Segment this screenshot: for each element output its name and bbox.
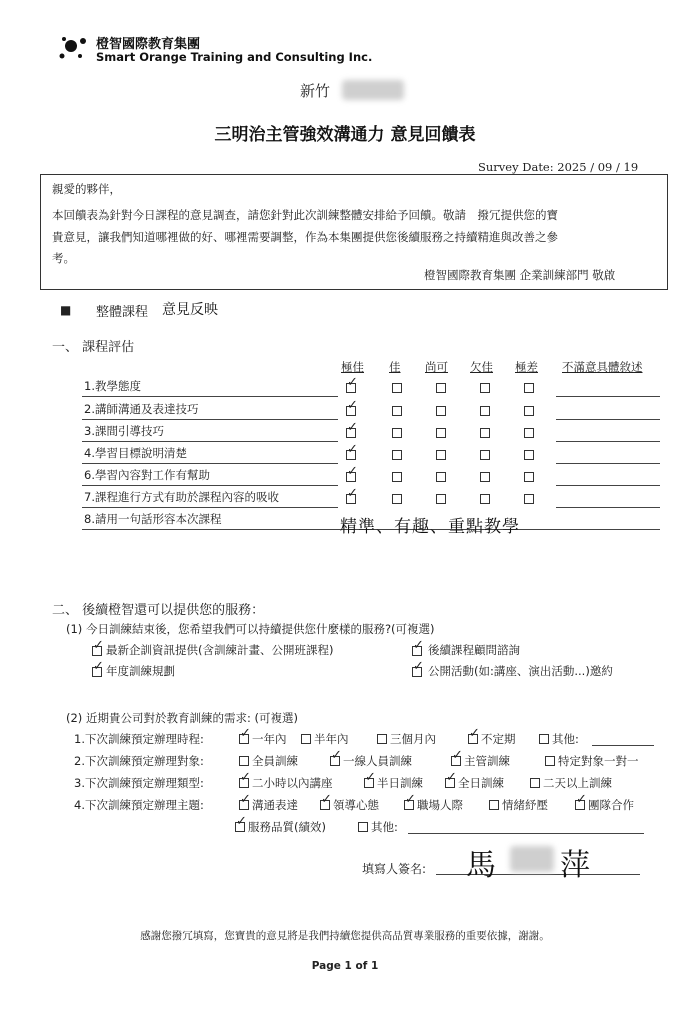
checkbox-icon[interactable] xyxy=(530,778,540,788)
checkbox-icon[interactable] xyxy=(301,734,311,744)
checkbox-icon[interactable] xyxy=(436,383,446,393)
checkbox-icon[interactable] xyxy=(524,406,534,416)
redacted-block xyxy=(342,80,404,100)
checkbox-icon[interactable] xyxy=(480,406,490,416)
check-icon: ✓ xyxy=(469,726,480,741)
q2-option: 主管訓練 xyxy=(464,754,510,768)
q2-option: 其他: xyxy=(371,820,398,834)
comment-line[interactable] xyxy=(556,396,660,397)
comment-line[interactable] xyxy=(556,419,660,420)
q2-option: 特定對象一對一 xyxy=(558,754,639,768)
check-icon: ✓ xyxy=(452,748,463,763)
checkbox-icon[interactable] xyxy=(480,383,490,393)
comment-line[interactable] xyxy=(556,463,660,464)
q2-option: 領導心態 xyxy=(333,798,379,812)
letter-signoff: 橙智國際教育集團 企業訓練部門 敬啟 xyxy=(424,268,616,282)
letter-line-3: 考。 xyxy=(52,251,75,265)
checkbox-icon[interactable] xyxy=(436,450,446,460)
services-heading: 二、 後續橙智還可以提供您的服務： xyxy=(52,603,265,618)
check-icon: ✓ xyxy=(347,398,358,413)
eval-row-label: 7.課程進行方式有助於課程內容的吸收 xyxy=(84,490,279,504)
checkbox-icon[interactable] xyxy=(524,450,534,460)
row-rule xyxy=(82,485,338,486)
q2-option: 不定期 xyxy=(481,732,516,746)
check-icon: ✓ xyxy=(413,638,424,653)
check-icon: ✓ xyxy=(240,726,251,741)
letter-line-1: 本回饋表為針對今日課程的意見調查，請您針對此次訓練整體安排給予回饋。敬請 撥冗提供您的寶 xyxy=(52,208,558,222)
check-icon: ✓ xyxy=(365,770,376,785)
checkbox-icon[interactable] xyxy=(239,756,249,766)
one-sentence-answer: 精準、有趣、重點教學 xyxy=(340,517,520,537)
checkbox-icon[interactable] xyxy=(436,428,446,438)
page-number: Page 1 of 1 xyxy=(311,960,379,972)
checkbox-icon[interactable] xyxy=(436,406,446,416)
col-excellent: 極佳 xyxy=(341,360,364,374)
company-name-cn: 橙智國際教育集團 xyxy=(96,37,201,52)
q2-option: 一線人員訓練 xyxy=(343,754,412,768)
row-rule xyxy=(82,463,338,464)
check-icon: ✓ xyxy=(240,770,251,785)
row-rule xyxy=(82,441,338,442)
comment-line[interactable] xyxy=(556,485,660,486)
q2-option: 其他: xyxy=(552,732,579,746)
survey-date: Survey Date: 2025 / 09 / 19 xyxy=(478,160,639,174)
q2-option: 全員訓練 xyxy=(252,754,298,768)
signature-label: 填寫人簽名: xyxy=(362,862,427,876)
q2-question: (2) 近期貴公司對於教育訓練的需求: (可複選) xyxy=(66,711,298,725)
check-icon: ✓ xyxy=(331,748,342,763)
eval-row-label: 4.學習目標說明清楚 xyxy=(84,446,187,460)
signature-last-char: 萍 xyxy=(560,848,590,883)
checkbox-icon[interactable] xyxy=(392,383,402,393)
check-icon: ✓ xyxy=(576,792,587,807)
checkbox-icon[interactable] xyxy=(489,800,499,810)
q2-row-label: 3.下次訓練預定辦理類型: xyxy=(74,776,204,790)
eval-row-label: 2.講師溝通及表達技巧 xyxy=(84,402,199,416)
q2-option: 全日訓練 xyxy=(458,776,504,790)
checkbox-icon[interactable] xyxy=(377,734,387,744)
comment-line[interactable] xyxy=(556,507,660,508)
eval-row-label: 8.請用一句話形容本次課程 xyxy=(84,512,222,526)
check-icon: ✓ xyxy=(413,659,424,674)
checkbox-icon[interactable] xyxy=(539,734,549,744)
check-icon: ✓ xyxy=(347,420,358,435)
q2-option: 職場人際 xyxy=(417,798,463,812)
q1-question: (1) 今日訓練結束後，您希望我們可以持續提供您什麼樣的服務?(可複選) xyxy=(66,622,435,636)
logo-icon xyxy=(56,32,90,62)
q2-option: 一年內 xyxy=(252,732,287,746)
col-very-poor: 極差 xyxy=(515,360,538,374)
fill-line xyxy=(592,745,654,746)
company-name-en: Smart Orange Training and Consulting Inc. xyxy=(96,50,373,64)
overall-label: 整體課程 xyxy=(96,305,149,320)
check-icon: ✓ xyxy=(236,814,247,829)
redacted-block xyxy=(510,846,554,872)
signature-first-char: 馬 xyxy=(466,848,496,883)
q2-option: 半年內 xyxy=(314,732,349,746)
check-icon: ✓ xyxy=(321,792,332,807)
q2-option: 二小時以內講座 xyxy=(252,776,333,790)
q2-row-label: 1.下次訓練預定辦理時程: xyxy=(74,732,204,746)
eval-row-label: 1.教學態度 xyxy=(84,379,141,393)
q1-option: 後續課程顧問諮詢 xyxy=(428,643,520,657)
check-icon: ✓ xyxy=(347,442,358,457)
checkbox-icon[interactable] xyxy=(392,406,402,416)
checkbox-icon[interactable] xyxy=(524,428,534,438)
bullet-icon: ■ xyxy=(60,303,72,317)
row-rule xyxy=(82,507,338,508)
col-comment: 不滿意具體敘述 xyxy=(562,360,643,374)
checkbox-icon[interactable] xyxy=(524,494,534,504)
overall-handwritten: 意見反映 xyxy=(162,302,218,318)
letter-greeting: 親愛的夥伴， xyxy=(52,182,121,196)
q2-option: 二天以上訓練 xyxy=(543,776,612,790)
q2-row-label: 4.下次訓練預定辦理主題: xyxy=(74,798,204,812)
q1-option: 公開活動(如:講座、演出活動...)邀約 xyxy=(428,664,613,678)
col-poor: 欠佳 xyxy=(470,360,493,374)
checkbox-icon[interactable] xyxy=(545,756,555,766)
q2-option: 情緒紓壓 xyxy=(502,798,548,812)
col-good: 佳 xyxy=(389,360,401,374)
letter-line-2: 貴意見，讓我們知道哪裡做的好、哪裡需要調整，作為本集團提供您後續服務之持續精進與改善之參 xyxy=(52,230,558,244)
comment-line[interactable] xyxy=(556,441,660,442)
check-icon: ✓ xyxy=(347,375,358,390)
q2-option: 溝通表達 xyxy=(252,798,298,812)
col-fair: 尚可 xyxy=(425,360,448,374)
checkbox-icon[interactable] xyxy=(392,494,402,504)
evaluation-heading: 一、 課程評估 xyxy=(52,340,135,355)
checkbox-icon[interactable] xyxy=(392,472,402,482)
check-icon: ✓ xyxy=(405,792,416,807)
q1-option: 年度訓練規劃 xyxy=(106,664,175,678)
q2-option: 三個月內 xyxy=(390,732,436,746)
checkbox-icon[interactable] xyxy=(392,428,402,438)
row-rule xyxy=(82,396,338,397)
check-icon: ✓ xyxy=(347,486,358,501)
q2-option: 半日訓練 xyxy=(377,776,423,790)
q2-option: 團隊合作 xyxy=(588,798,634,812)
fill-line xyxy=(408,833,644,834)
checkbox-icon[interactable] xyxy=(436,494,446,504)
check-icon: ✓ xyxy=(446,770,457,785)
checkbox-icon[interactable] xyxy=(524,472,534,482)
location-label: 新竹 xyxy=(300,82,331,100)
checkbox-icon[interactable] xyxy=(436,472,446,482)
q1-option: 最新企訓資訊提供(含訓練計畫、公開班課程) xyxy=(106,643,334,657)
checkbox-icon[interactable] xyxy=(480,472,490,482)
footer-thanks: 感謝您撥冗填寫，您寶貴的意見將是我們持續您提供高品質專業服務的重要依據，謝謝。 xyxy=(140,930,550,942)
eval-row-label: 6.學習內容對工作有幫助 xyxy=(84,468,210,482)
form-title: 三明治主管強效溝通力 意見回饋表 xyxy=(214,125,476,145)
check-icon: ✓ xyxy=(93,638,104,653)
checkbox-icon[interactable] xyxy=(480,494,490,504)
row-rule xyxy=(82,419,338,420)
q2-row-label: 2.下次訓練預定辦理對象: xyxy=(74,754,204,768)
checkbox-icon[interactable] xyxy=(358,822,368,832)
check-icon: ✓ xyxy=(240,792,251,807)
checkbox-icon[interactable] xyxy=(480,450,490,460)
check-icon: ✓ xyxy=(347,464,358,479)
checkbox-icon[interactable] xyxy=(480,428,490,438)
eval-row-label: 3.課間引導技巧 xyxy=(84,424,164,438)
q2-option: 服務品質(績效) xyxy=(248,820,326,834)
checkbox-icon[interactable] xyxy=(524,383,534,393)
checkbox-icon[interactable] xyxy=(392,450,402,460)
check-icon: ✓ xyxy=(93,659,104,674)
